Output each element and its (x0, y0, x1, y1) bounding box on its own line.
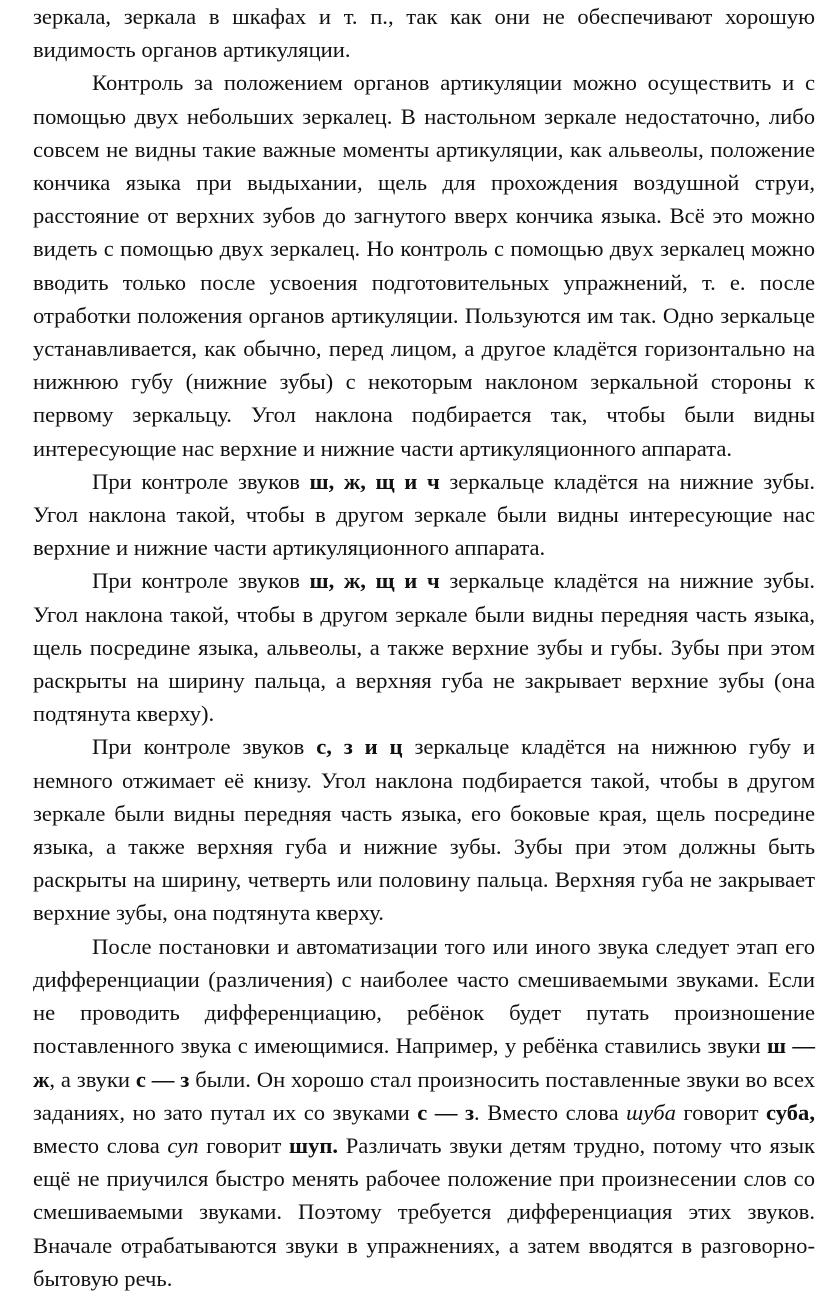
text-run: были. Он хорошо стал произносить поставленные звуки во всех заданиях, но зато путал их со звуками (33, 1066, 816, 1125)
bold-sounds: ш, ж, щ и ч (309, 468, 440, 494)
text-run: вместо слова (33, 1132, 168, 1158)
text-run: При контроле звуков (92, 734, 317, 760)
text-run: говорит (198, 1132, 290, 1158)
bold-sounds: с — з (135, 1066, 190, 1092)
paragraph-2 (33, 66, 815, 464)
italic-word: шуба (626, 1099, 676, 1125)
text-run: Различать звуки детям трудно, потому что язык ещё не приучился быстро менять рабочее положение при произнесении слов со смешиваемыми звуками. Поэтому требуется дифференциация этих звуков. Вначале отрабатываются звуки в упражнениях, а затем вводятся в разговорно-бытовую речь. (33, 1132, 815, 1291)
bold-word: суба, (766, 1099, 816, 1125)
paragraph-1 (33, 0, 815, 66)
text-run: зеркальце кладётся на нижние зубы. Угол наклона такой, чтобы в другом зеркале были видны интересующие нас верхние и нижние части артикуляционного аппарата. (33, 468, 815, 561)
text-run: При контроле звуков (92, 468, 310, 494)
paragraph-4 (33, 564, 815, 730)
text-run: При контроле звуков (92, 568, 310, 594)
bold-sounds: с, з и ц (316, 734, 403, 760)
bold-sounds: ш — ж (33, 1033, 815, 1092)
text-run: зеркала, зеркала в шкафах и т. п., так как они не обеспечивают хорошую видимость органов артикуляции. (33, 4, 815, 63)
italic-word: суп (167, 1132, 199, 1158)
paragraph-3 (33, 465, 815, 565)
text-run: говорит (675, 1099, 767, 1125)
text-run: После постановки и автоматизации того или иного звука следует этап его дифференциации (различения) с наиболее часто смешиваемыми звуками. Если не проводить дифференциацию, ребёнок будет путать произношение поставленного звука с имеющимися. Например, у ребёнка ставились звуки (33, 933, 815, 1059)
text-run: Контроль за положением органов артикуляции можно осуществить и с помощью двух небольших зеркалец. В настольном зеркале недостаточно, либо совсем не видны такие важные моменты артикуляции, как альвеолы, положение кончика языка при выдыхании, щель для прохождения воздушной струи, расстояние от верхних зубов до загнутого вверх кончика языка. Всё это можно видеть с помощью двух зеркалец. Но контроль с помощью двух зеркалец можно вводить только после усвоения подготовительных упражнений, т. е. после отработки положения органов артикуляции. Пользуются им так. Одно зеркальце устанавливается, как обычно, перед лицом, а другое кладётся горизонтально на нижнюю губу (нижние зубы) с некоторым наклоном зеркальной стороны к первому зеркальцу. Угол наклона подбирается так, чтобы были видны интересующие нас верхние и нижние части артикуляционного аппарата. (33, 70, 815, 461)
bold-sounds: с — з (417, 1099, 475, 1125)
text-run: зеркальце кладётся на нижнюю губу и немного отжимает её книзу. Угол наклона подбирается такой, чтобы в другом зеркале были видны передняя часть языка, его боковые края, щель посредине языка, а также верхняя губа и нижние зубы. Зубы при этом должны быть раскрыты на ширину, четверть или половину пальца. Верхняя губа не закрывает верхние зубы, она подтянута кверху. (33, 734, 815, 926)
document-page (33, 0, 815, 1295)
bold-word: шуп. (289, 1132, 339, 1158)
text-run: , а звуки (49, 1066, 136, 1092)
bold-sounds: ш, ж, щ и ч (309, 568, 440, 594)
paragraph-5 (33, 730, 815, 929)
paragraph-6 (33, 930, 815, 1295)
text-run: зеркальце кладётся на нижние зубы. Угол наклона такой, чтобы в другом зеркале были видны передняя часть языка, щель посредине языка, альвеолы, а также верхние зубы и губы. Зубы при этом раскрыты на ширину пальца, а верхняя губа не закрывает верхние зубы (она подтянута кверху). (33, 568, 815, 727)
text-run: . Вместо слова (474, 1099, 627, 1125)
